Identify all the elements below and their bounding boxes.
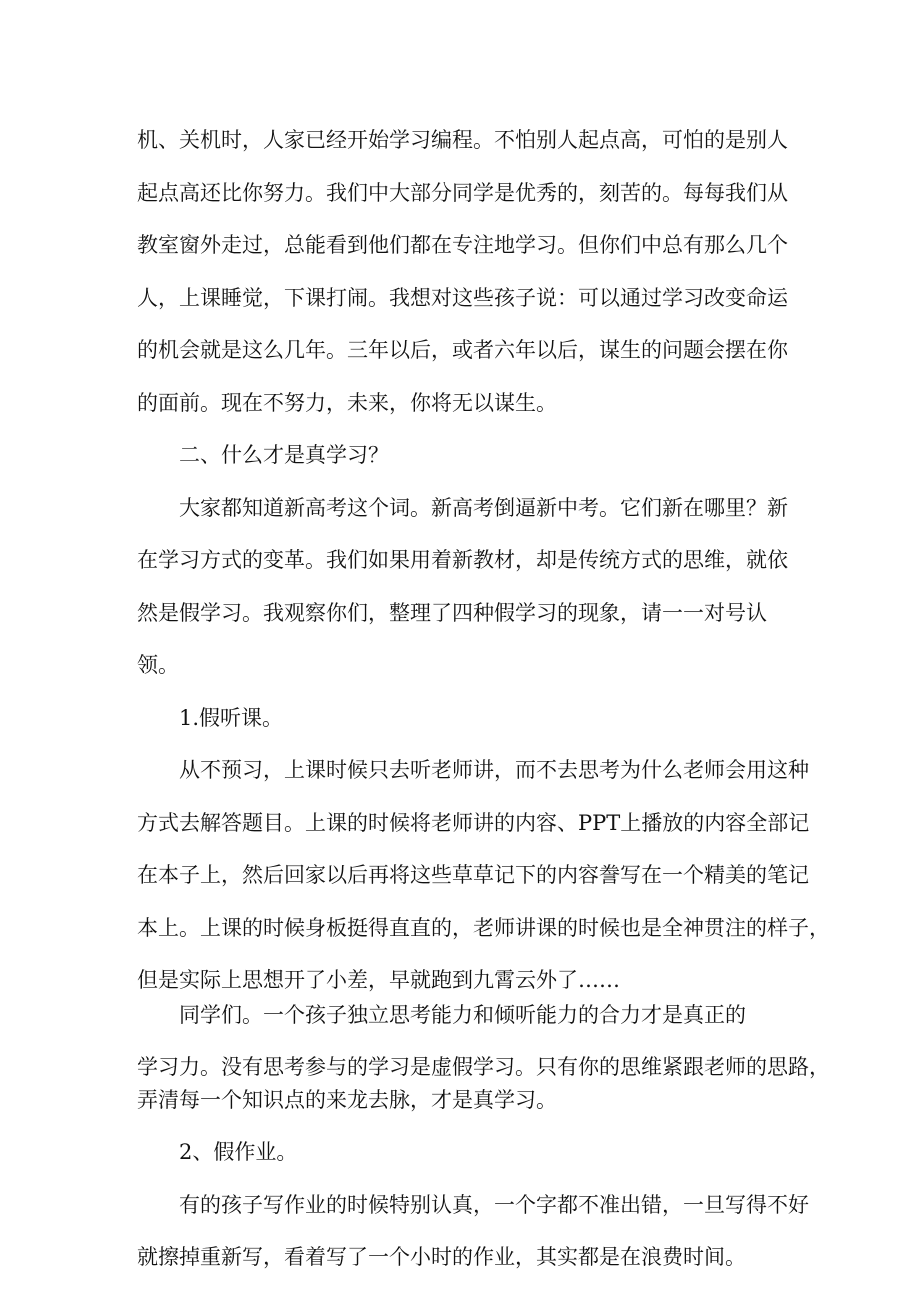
- text-line: 人，上课睡觉，下课打闹。我想对这些孩子说：可以通过学习改变命运: [137, 286, 788, 310]
- text-line: 就擦掉重新写，看着写了一个小时的作业，其实都是在浪费时间。: [137, 1245, 746, 1269]
- text-line: 然是假学习。我观察你们，整理了四种假学习的现象，请一一对号认: [137, 601, 767, 625]
- subsection-heading: 1.假听课。: [179, 706, 284, 730]
- text-line: 学习力。没有思考参与的学习是虚假学习。只有你的思维紧跟老师的思路，: [137, 1055, 830, 1079]
- text-line: 领。: [137, 653, 179, 677]
- text-line: 在本子上，然后回家以后再将这些草草记下的内容誊写在一个精美的笔记: [137, 863, 809, 887]
- section-heading: 二、什么才是真学习？: [179, 443, 389, 467]
- text-line: 从不预习，上课时候只去听老师讲，而不去思考为什么老师会用这种: [179, 758, 809, 782]
- text-line: 但是实际上思想开了小差，早就跑到九霄云外了……: [137, 968, 620, 992]
- text-line: 本上。上课的时候身板挺得直直的，老师讲课的时候也是全神贯注的样子，: [137, 916, 830, 940]
- text-line: 大家都知道新高考这个词。新高考倒逼新中考。它们新在哪里？新: [179, 496, 788, 520]
- text-line: 起点高还比你努力。我们中大部分同学是优秀的，刻苦的。每每我们从: [137, 181, 788, 205]
- text-line: 弄清每一个知识点的来龙去脉，才是真学习。: [137, 1088, 557, 1112]
- text-line: 方式去解答题目。上课的时候将老师讲的内容、PPT上播放的内容全部记: [137, 811, 810, 835]
- text-line: 在学习方式的变革。我们如果用着新教材，却是传统方式的思维，就依: [137, 548, 788, 572]
- text-line: 的面前。现在不努力，未来，你将无以谋生。: [137, 391, 557, 415]
- text-line: 有的孩子写作业的时候特别认真，一个字都不准出错，一旦写得不好: [179, 1193, 809, 1217]
- text-line: 机、关机时，人家已经开始学习编程。不怕别人起点高，可怕的是别人: [137, 128, 788, 152]
- subsection-heading: 2、假作业。: [179, 1140, 298, 1164]
- text-line: 教室窗外走过，总能看到他们都在专注地学习。但你们中总有那么几个: [137, 233, 788, 257]
- text-line: 的机会就是这么几年。三年以后，或者六年以后，谋生的问题会摆在你: [137, 338, 788, 362]
- text-line: 同学们。一个孩子独立思考能力和倾听能力的合力才是真正的: [179, 1003, 746, 1027]
